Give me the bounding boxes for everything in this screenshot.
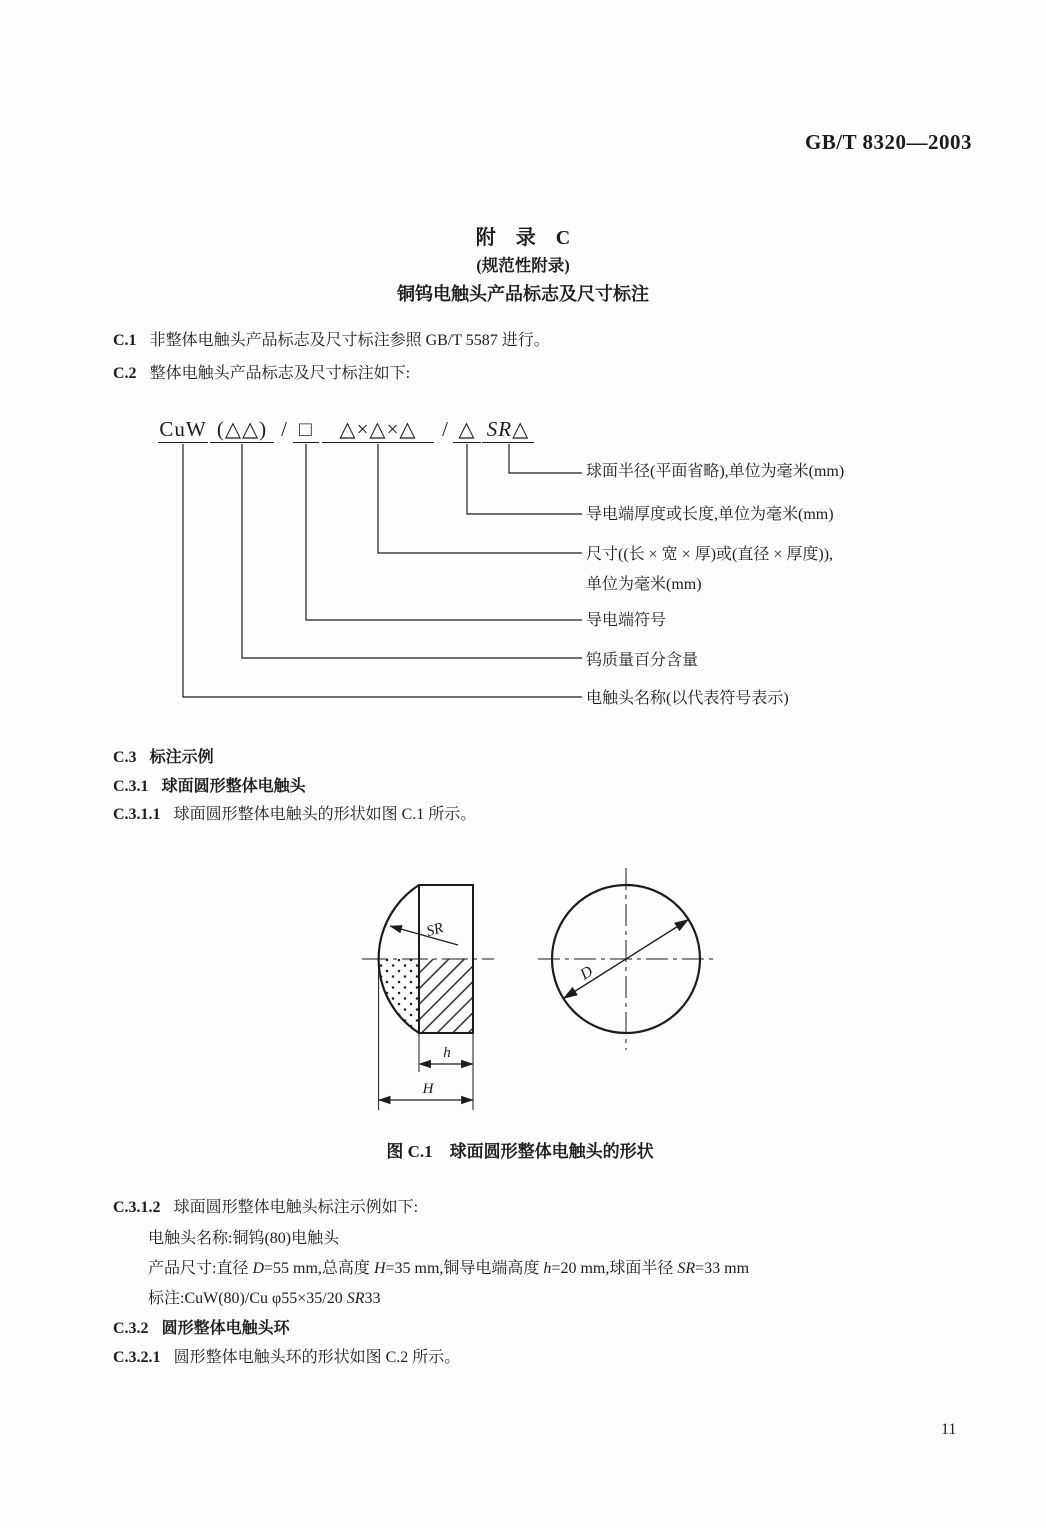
var-h: h <box>543 1260 552 1277</box>
clause-c312 <box>113 1197 418 1219</box>
clause-c1 <box>113 330 550 352</box>
clause-c2 <box>113 363 410 385</box>
label-sphere-radius: 球面半径(平面省略),单位为毫米(mm) <box>586 463 845 480</box>
clause-number: C.3.1 <box>113 778 149 795</box>
text-run: 标注:CuW(80)/Cu φ55×35/20 <box>148 1290 347 1307</box>
clause-text: 非整体电触头产品标志及尺寸标注参照 GB/T 5587 进行。 <box>149 332 550 349</box>
formula-seg-end-thickness: △ <box>453 416 481 443</box>
formula-seg-sphere-radius <box>482 416 534 443</box>
text-run: 产品尺寸:直径 <box>148 1260 253 1277</box>
clause-text: 球面圆形整体电触头 <box>161 778 306 795</box>
clause-text: 圆形整体电触头环 <box>161 1320 290 1337</box>
clause-number: C.3 <box>113 749 137 766</box>
page-number: 11 <box>941 1421 957 1438</box>
var-SR: SR <box>677 1260 696 1277</box>
sr-dimension-label: SR <box>424 920 446 941</box>
formula-seg-w-content: (△△) <box>210 416 274 443</box>
text-run: =20 mm,球面半径 <box>551 1260 678 1277</box>
clause-number: C.2 <box>113 365 137 382</box>
copper-hatched-region <box>420 959 473 1033</box>
label-contact-name: 电触头名称(以代表符号表示) <box>586 690 789 707</box>
text-run: 33 <box>364 1290 381 1307</box>
clause-number: C.1 <box>113 332 137 349</box>
H-dimension-label: H <box>422 1081 434 1097</box>
clause-c31 <box>113 776 306 798</box>
example-marking-line <box>148 1288 380 1310</box>
text-run: =35 mm,铜导电端高度 <box>385 1260 544 1277</box>
figure-c1-front-view <box>538 868 714 1050</box>
clause-c311 <box>113 804 476 826</box>
figure-c1-drawing <box>330 853 750 1123</box>
diameter-label: D <box>577 962 597 984</box>
var-H: H <box>373 1260 386 1277</box>
clause-number: C.3.1.2 <box>113 1199 161 1216</box>
sr-triangle: △ <box>512 417 530 441</box>
clause-text: 圆形整体电触头环的形状如图 C.2 所示。 <box>173 1349 461 1366</box>
tungsten-dotted-region <box>379 959 419 1033</box>
text-run: =55 mm,总高度 <box>264 1260 374 1277</box>
figure-c1-side-view <box>362 885 494 1110</box>
h-dimension-label: h <box>443 1045 451 1061</box>
clause-number: C.3.2 <box>113 1320 149 1337</box>
example-size-line <box>148 1258 749 1280</box>
text-run: =33 mm <box>695 1260 750 1277</box>
var-D: D <box>252 1260 265 1277</box>
appendix-type: (规范性附录) <box>476 256 570 275</box>
clause-c321 <box>113 1347 460 1369</box>
formula-slash-2: / <box>442 417 448 441</box>
clause-text: 球面圆形整体电触头标注示例如下: <box>173 1199 419 1216</box>
clause-number: C.3.2.1 <box>113 1349 161 1366</box>
clause-text: 整体电触头产品标志及尺寸标注如下: <box>149 365 411 382</box>
sr-symbol: SR <box>486 417 513 441</box>
label-w-percent: 钨质量百分含量 <box>586 652 699 669</box>
clause-number: C.3.1.1 <box>113 806 161 823</box>
example-name-line: 电触头名称:铜钨(80)电触头 <box>148 1230 340 1247</box>
doc-number: GB/T 8320—2003 <box>804 130 972 154</box>
clause-text: 球面圆形整体电触头的形状如图 C.1 所示。 <box>173 806 477 823</box>
appendix-title: 附 录 C <box>475 227 571 249</box>
appendix-subject: 铜钨电触头产品标志及尺寸标注 <box>397 284 649 304</box>
figure-c1-caption: 图 C.1 球面圆形整体电触头的形状 <box>386 1142 654 1161</box>
sr-leader-arrow <box>390 926 458 945</box>
formula-seg-end-symbol: □ <box>293 416 319 443</box>
label-end-symbol: 导电端符号 <box>586 612 667 629</box>
label-end-thickness: 导电端厚度或长度,单位为毫米(mm) <box>586 506 834 523</box>
label-size-line2: 单位为毫米(mm) <box>586 576 702 593</box>
clause-text: 标注示例 <box>149 749 214 766</box>
formula-seg-contact-name: CuW <box>159 417 207 441</box>
var-SR: SR <box>346 1290 365 1307</box>
clause-c32 <box>113 1318 290 1340</box>
formula-seg-size: △×△×△ <box>322 416 434 443</box>
formula-slash-1: / <box>281 417 287 441</box>
clause-c3 <box>113 747 214 769</box>
label-size-line1: 尺寸((长 × 宽 × 厚)或(直径 × 厚度)), <box>586 546 834 563</box>
